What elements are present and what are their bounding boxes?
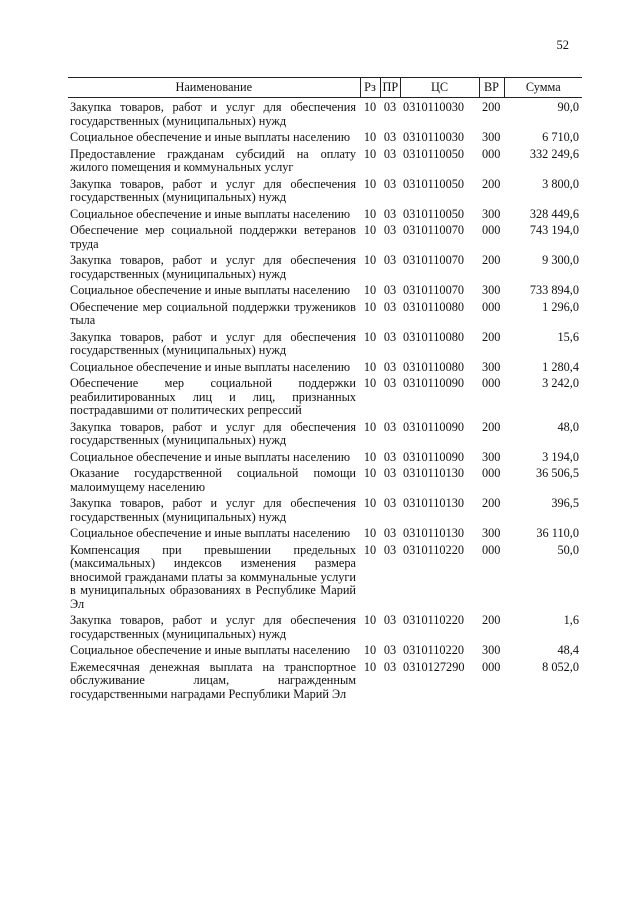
table-row xyxy=(68,284,582,301)
cell-pr: 03 xyxy=(383,283,397,297)
cell-vr: 300 xyxy=(482,359,501,374)
cell-pr: 03 xyxy=(383,643,397,657)
cell-vr: 300 xyxy=(482,526,501,540)
cell-sum: 9 300,0 xyxy=(542,253,579,267)
cell-rz: 10 xyxy=(363,100,377,114)
cell-pr: 03 xyxy=(383,359,397,374)
cell-cs: 0310110070 xyxy=(403,253,465,267)
cell-name: Закупка товаров, работ и услуг для обеспечения государственных (муниципальных) нужд xyxy=(70,496,356,524)
table-row xyxy=(68,644,582,661)
cell-sum: 3 242,0 xyxy=(542,376,579,390)
cell-name: Закупка товаров, работ и услуг для обеспечения государственных (муниципальных) нужд xyxy=(70,613,356,641)
table-row xyxy=(68,254,582,284)
cell-rz: 10 xyxy=(363,329,377,344)
cell-name: Социальное обеспечение и иные выплаты населению xyxy=(70,283,351,297)
cell-pr: 03 xyxy=(383,253,397,267)
cell-name: Социальное обеспечение и иные выплаты населению xyxy=(70,526,351,540)
table-row xyxy=(68,497,582,527)
cell-vr: 300 xyxy=(482,449,501,464)
table-row xyxy=(68,377,582,421)
cell-sum: 1 280,4 xyxy=(542,359,579,374)
table-row xyxy=(68,148,582,178)
cell-cs: 0310110070 xyxy=(403,223,465,237)
cell-name: Оказание государственной социальной помощи малоимущему населению xyxy=(70,466,356,494)
budget-table xyxy=(68,77,582,704)
cell-sum: 1,6 xyxy=(563,613,579,627)
cell-vr: 000 xyxy=(482,659,501,674)
cell-cs: 0310110130 xyxy=(403,466,465,480)
cell-name: Закупка товаров, работ и услуг для обеспечения государственных (муниципальных) нужд xyxy=(70,176,356,204)
header-row xyxy=(68,78,582,98)
cell-pr: 03 xyxy=(383,613,397,627)
cell-pr: 03 xyxy=(383,419,397,434)
cell-cs: 0310110090 xyxy=(403,419,465,434)
cell-sum: 3 800,0 xyxy=(542,176,579,191)
cell-pr: 03 xyxy=(383,299,397,314)
cell-vr: 200 xyxy=(482,419,501,434)
cell-rz: 10 xyxy=(363,359,377,374)
cell-pr: 03 xyxy=(383,329,397,344)
cell-vr: 200 xyxy=(482,613,501,627)
cell-cs: 0310110080 xyxy=(403,299,465,314)
cell-rz: 10 xyxy=(363,206,377,221)
cell-pr: 03 xyxy=(383,223,397,237)
cell-sum: 332 249,6 xyxy=(529,146,579,161)
cell-vr: 300 xyxy=(482,643,501,657)
cell-cs: 0310110030 xyxy=(403,100,465,114)
table-row xyxy=(68,544,582,615)
cell-rz: 10 xyxy=(363,466,377,480)
table-row xyxy=(68,301,582,331)
cell-rz: 10 xyxy=(363,659,377,674)
cell-vr: 000 xyxy=(482,466,501,480)
cell-sum: 733 894,0 xyxy=(529,283,579,297)
cell-rz: 10 xyxy=(363,643,377,657)
cell-pr: 03 xyxy=(383,496,397,510)
header-name: Наименование xyxy=(68,78,360,98)
header-vr: ВР xyxy=(479,78,504,98)
cell-sum: 8 052,0 xyxy=(542,659,579,674)
cell-pr: 03 xyxy=(383,146,397,161)
cell-pr: 03 xyxy=(383,466,397,480)
cell-rz: 10 xyxy=(363,419,377,434)
cell-name: Социальное обеспечение и иные выплаты населению xyxy=(70,130,351,144)
header-sum: Сумма xyxy=(504,78,582,98)
cell-sum: 15,6 xyxy=(557,329,579,344)
cell-rz: 10 xyxy=(363,299,377,314)
cell-sum: 6 710,0 xyxy=(542,130,579,144)
cell-vr: 300 xyxy=(482,206,501,221)
cell-rz: 10 xyxy=(363,613,377,627)
cell-pr: 03 xyxy=(383,449,397,464)
cell-sum: 396,5 xyxy=(551,496,579,510)
cell-vr: 000 xyxy=(482,542,501,557)
cell-name: Закупка товаров, работ и услуг для обеспечения государственных (муниципальных) нужд xyxy=(70,419,356,447)
cell-pr: 03 xyxy=(383,130,397,144)
table-row xyxy=(68,451,582,468)
cell-rz: 10 xyxy=(363,496,377,510)
cell-cs: 0310110220 xyxy=(403,613,465,627)
cell-name: Закупка товаров, работ и услуг для обеспечения государственных (муниципальных) нужд xyxy=(70,100,356,128)
cell-rz: 10 xyxy=(363,526,377,540)
cell-name: Социальное обеспечение и иные выплаты населению xyxy=(70,449,351,464)
cell-cs: 0310110050 xyxy=(403,176,465,191)
table-row xyxy=(68,131,582,148)
cell-cs: 0310127290 xyxy=(403,659,465,674)
table-row xyxy=(68,224,582,254)
cell-pr: 03 xyxy=(383,176,397,191)
cell-rz: 10 xyxy=(363,283,377,297)
cell-cs: 0310110050 xyxy=(403,206,465,221)
cell-cs: 0310110130 xyxy=(403,496,465,510)
cell-cs: 0310110080 xyxy=(403,329,465,344)
cell-name: Обеспечение мер социальной поддержки реабилитированных лиц и лиц, признанных пострадавшими от политических репрессий xyxy=(70,376,356,417)
header-rz: Рз xyxy=(360,78,380,98)
cell-rz: 10 xyxy=(363,176,377,191)
cell-name: Обеспечение мер социальной поддержки тружеников тыла xyxy=(70,299,356,327)
table-row xyxy=(68,98,582,132)
table-row xyxy=(68,331,582,361)
cell-name: Компенсация при превышении предельных (максимальных) индексов изменения размера вносимой гражданами платы за коммунальные услуги в муниципальных образованиях в Республике Марий Эл xyxy=(70,542,356,611)
cell-sum: 90,0 xyxy=(557,100,579,114)
cell-rz: 10 xyxy=(363,223,377,237)
table-header xyxy=(68,78,582,98)
cell-rz: 10 xyxy=(363,253,377,267)
cell-rz: 10 xyxy=(363,376,377,390)
cell-rz: 10 xyxy=(363,130,377,144)
cell-vr: 200 xyxy=(482,253,501,267)
cell-cs: 0310110050 xyxy=(403,146,465,161)
table-row xyxy=(68,421,582,451)
cell-cs: 0310110220 xyxy=(403,542,465,557)
header-pr: ПР xyxy=(380,78,400,98)
cell-name: Предоставление гражданам субсидий на оплату жилого помещения и коммунальных услуг xyxy=(70,146,356,174)
cell-name: Закупка товаров, работ и услуг для обеспечения государственных (муниципальных) нужд xyxy=(70,329,356,357)
cell-rz: 10 xyxy=(363,146,377,161)
cell-cs: 0310110090 xyxy=(403,376,465,390)
cell-pr: 03 xyxy=(383,376,397,390)
cell-name: Социальное обеспечение и иные выплаты населению xyxy=(70,206,351,221)
table-row xyxy=(68,208,582,225)
table-row xyxy=(68,467,582,497)
cell-sum: 36 110,0 xyxy=(536,526,579,540)
cell-vr: 300 xyxy=(482,130,501,144)
cell-pr: 03 xyxy=(383,659,397,674)
cell-name: Закупка товаров, работ и услуг для обеспечения государственных (муниципальных) нужд xyxy=(70,253,356,281)
table-row xyxy=(68,361,582,378)
cell-sum: 36 506,5 xyxy=(535,466,579,480)
cell-rz: 10 xyxy=(363,542,377,557)
cell-cs: 0310110070 xyxy=(403,283,465,297)
cell-rz: 10 xyxy=(363,449,377,464)
cell-sum: 3 194,0 xyxy=(542,449,579,464)
cell-vr: 000 xyxy=(482,146,501,161)
cell-cs: 0310110030 xyxy=(403,130,465,144)
cell-name: Обеспечение мер социальной поддержки ветеранов труда xyxy=(70,223,356,251)
cell-cs: 0310110220 xyxy=(403,643,465,657)
cell-vr: 000 xyxy=(482,223,501,237)
cell-sum: 743 194,0 xyxy=(529,223,579,237)
cell-sum: 1 296,0 xyxy=(542,299,579,314)
page-number: 52 xyxy=(556,38,569,52)
cell-sum: 48,0 xyxy=(557,419,579,434)
table-row xyxy=(68,178,582,208)
table-row xyxy=(68,527,582,544)
cell-name: Социальное обеспечение и иные выплаты населению xyxy=(70,359,351,374)
cell-pr: 03 xyxy=(383,542,397,557)
table-row xyxy=(68,614,582,644)
cell-pr: 03 xyxy=(383,526,397,540)
cell-pr: 03 xyxy=(383,206,397,221)
cell-name: Ежемесячная денежная выплата на транспортное обслуживание лицам, награжденным государственными наградами Республики Марий Эл xyxy=(70,659,356,701)
cell-sum: 48,4 xyxy=(557,643,579,657)
cell-vr: 200 xyxy=(482,100,501,114)
cell-cs: 0310110090 xyxy=(403,449,465,464)
cell-vr: 200 xyxy=(482,329,501,344)
cell-vr: 200 xyxy=(482,176,501,191)
cell-vr: 000 xyxy=(482,376,501,390)
cell-name: Социальное обеспечение и иные выплаты населению xyxy=(70,643,351,657)
cell-cs: 0310110080 xyxy=(403,359,465,374)
cell-vr: 200 xyxy=(482,496,501,510)
table-body xyxy=(68,98,582,705)
cell-sum: 328 449,6 xyxy=(529,206,579,221)
header-cs: ЦС xyxy=(400,78,479,98)
cell-vr: 000 xyxy=(482,299,501,314)
cell-sum: 50,0 xyxy=(557,542,579,557)
cell-cs: 0310110130 xyxy=(403,526,465,540)
cell-vr: 300 xyxy=(482,283,501,297)
cell-pr: 03 xyxy=(383,100,397,114)
table-row xyxy=(68,661,582,705)
